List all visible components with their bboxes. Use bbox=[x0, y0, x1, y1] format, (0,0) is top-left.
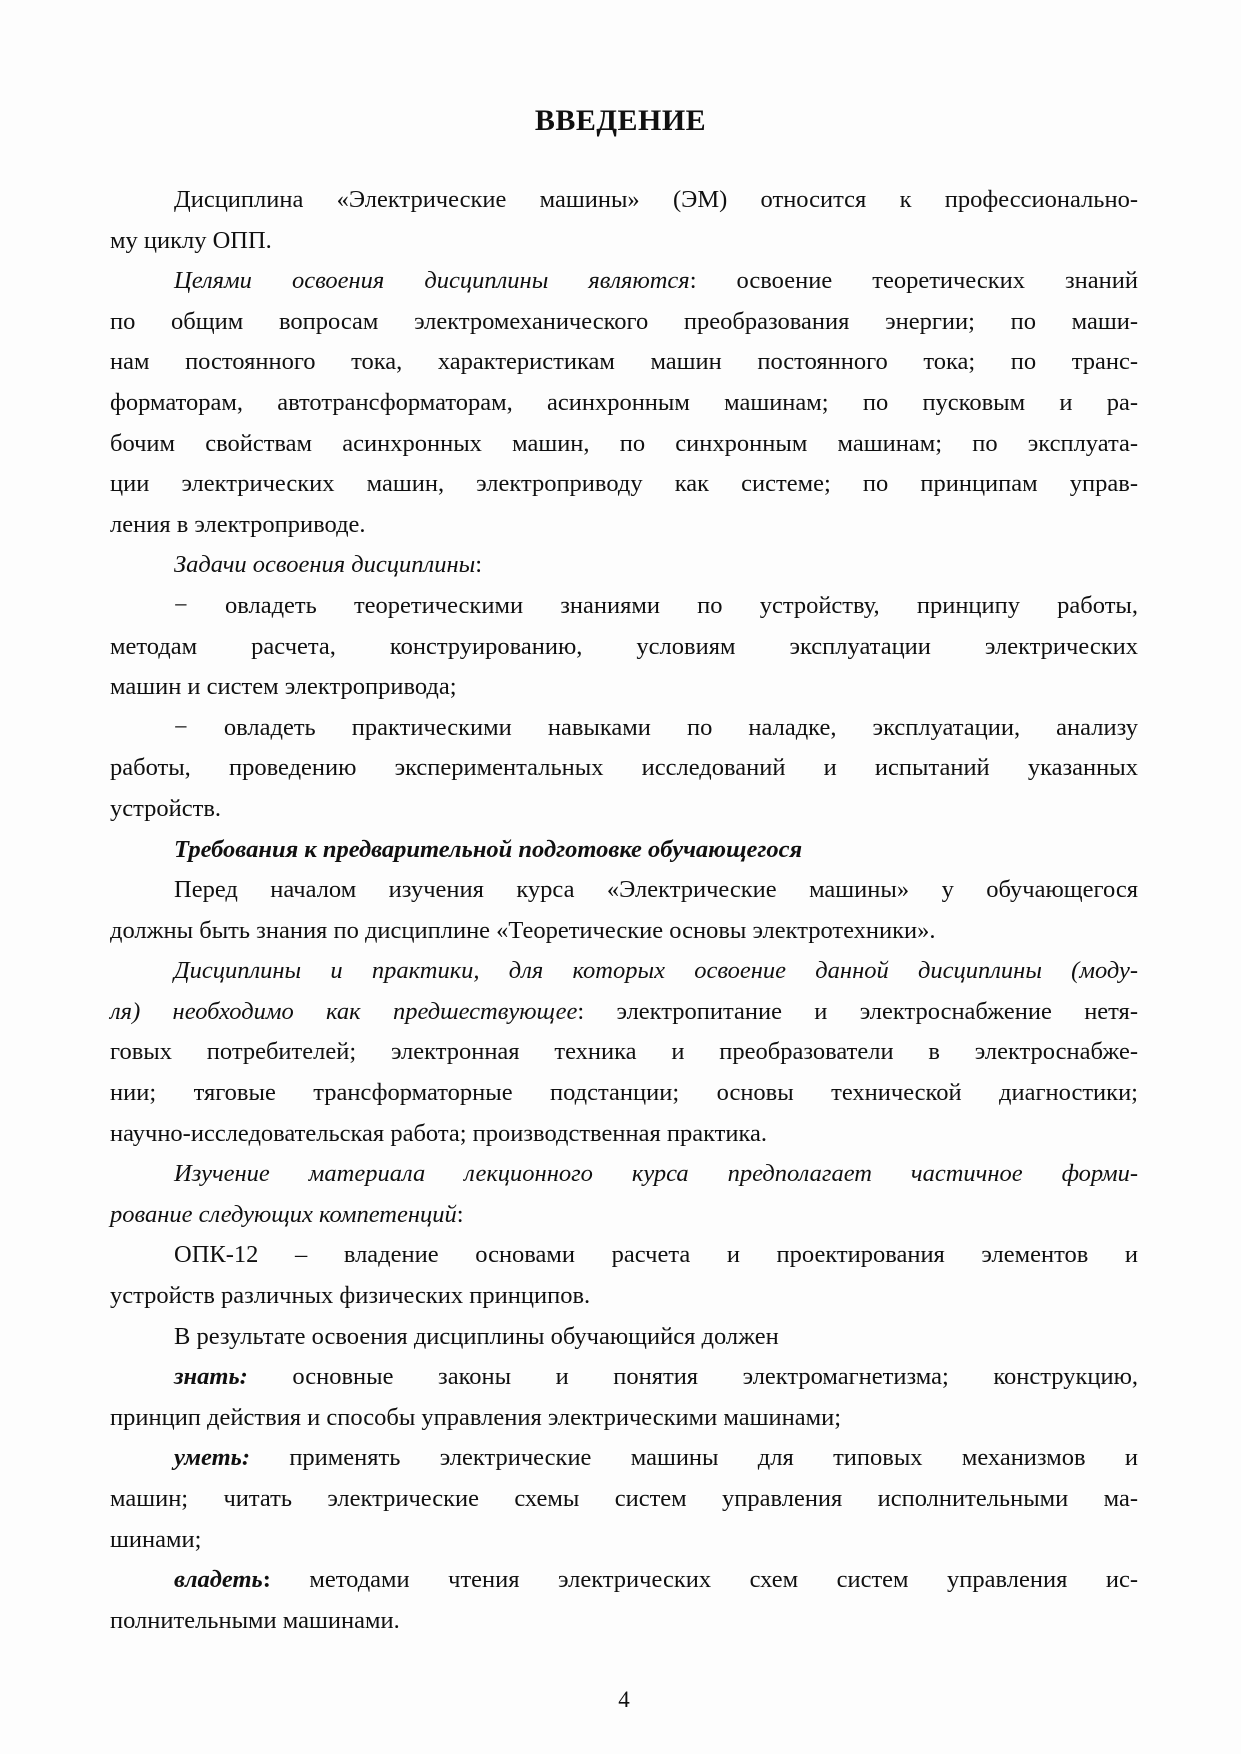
text-line bbox=[110, 1438, 1138, 1479]
text-segment: устройств различных физических принципов. bbox=[110, 1282, 591, 1310]
text-line bbox=[110, 1032, 1138, 1073]
text-line bbox=[110, 708, 1138, 749]
paragraph bbox=[110, 261, 1138, 545]
text-line bbox=[110, 911, 1138, 952]
text-segment: Изучение материала лекционного курса предполагает частичное форми- bbox=[174, 1160, 1138, 1188]
text-segment: Целями освоения дисциплины являются bbox=[174, 267, 690, 295]
paragraph bbox=[110, 708, 1138, 830]
paragraph bbox=[110, 545, 1138, 586]
text-line bbox=[110, 1195, 1138, 1236]
text-line bbox=[110, 1317, 1138, 1358]
text-segment: ля) необходимо как предшествующее bbox=[110, 997, 578, 1025]
text-segment: нии; тяговые трансформаторные подстанции; основы технической диагностики; bbox=[110, 1079, 1138, 1107]
text-segment: ции электрических машин, электроприводу как системе; по принципам управ- bbox=[110, 470, 1138, 498]
text-line bbox=[110, 424, 1138, 465]
text-line bbox=[110, 667, 1138, 708]
paragraph bbox=[110, 1357, 1138, 1438]
text-line bbox=[110, 1235, 1138, 1276]
text-segment: методам расчета, конструированию, условиям эксплуатации электрических bbox=[110, 632, 1138, 660]
text-segment: владеть bbox=[174, 1566, 263, 1594]
paragraph bbox=[110, 180, 1138, 261]
paragraph bbox=[110, 1560, 1138, 1641]
text-segment: Требования к предварительной подготовке обучающегося bbox=[174, 835, 803, 863]
text-segment: форматорам, автотрансформаторам, асинхронным машинам; по пусковым и ра- bbox=[110, 388, 1138, 416]
text-line bbox=[110, 748, 1138, 789]
paragraph bbox=[110, 1317, 1138, 1358]
text-line bbox=[110, 261, 1138, 302]
text-segment: бочим свойствам асинхронных машин, по синхронным машинам; по эксплуата- bbox=[110, 429, 1138, 457]
text-line bbox=[110, 180, 1138, 221]
text-line bbox=[110, 342, 1138, 383]
page-title: ВВЕДЕНИЕ bbox=[534, 104, 707, 137]
text-segment: машин и систем электропривода; bbox=[110, 673, 457, 701]
text-line bbox=[110, 1073, 1138, 1114]
text-line bbox=[110, 464, 1138, 505]
text-segment: ления в электроприводе. bbox=[110, 510, 366, 538]
text-line bbox=[110, 1154, 1138, 1195]
text-segment: знать: bbox=[174, 1363, 248, 1391]
text-segment: В результате освоения дисциплины обучающийся должен bbox=[174, 1322, 779, 1350]
text-segment: работы, проведению экспериментальных исследований и испытаний указанных bbox=[110, 754, 1138, 782]
text-line bbox=[110, 870, 1138, 911]
text-segment: применять электрические машины для типовых механизмов и bbox=[250, 1444, 1138, 1472]
text-segment: : bbox=[262, 1566, 271, 1594]
text-segment: уметь: bbox=[174, 1444, 251, 1472]
text-segment: : bbox=[456, 1200, 464, 1228]
text-segment: машин; читать электрические схемы систем управления исполнительными ма- bbox=[110, 1485, 1138, 1512]
text-line bbox=[110, 1276, 1138, 1317]
text-segment: полнительными машинами. bbox=[110, 1606, 400, 1634]
text-line bbox=[110, 545, 1138, 586]
text-segment: научно-исследовательская работа; производственная практика. bbox=[110, 1119, 768, 1147]
text-segment: говых потребителей; электронная техника и преобразователи в электроснабже- bbox=[110, 1038, 1138, 1066]
text-line bbox=[110, 830, 1138, 871]
text-segment: − овладеть практическими навыками по наладке, эксплуатации, анализу bbox=[174, 713, 1138, 741]
text-segment: Дисциплина «Электрические машины» (ЭМ) относится к профессионально- bbox=[174, 186, 1138, 213]
text-segment: ОПК-12 – владение основами расчета и проектирования элементов и bbox=[174, 1241, 1138, 1269]
text-segment: : электропитание и электроснабжение нетя- bbox=[577, 997, 1138, 1025]
text-line bbox=[110, 1114, 1138, 1155]
text-segment: рование следующих компетенций bbox=[110, 1200, 457, 1228]
text-line bbox=[110, 505, 1138, 546]
text-segment: по общим вопросам электромеханического преобразования энергии; по маши- bbox=[110, 307, 1138, 335]
text-segment: Перед началом изучения курса «Электрические машины» у обучающегося bbox=[174, 876, 1138, 904]
text-line bbox=[110, 302, 1138, 343]
text-segment: − овладеть теоретическими знаниями по устройству, принципу работы, bbox=[174, 591, 1138, 619]
paragraph bbox=[110, 830, 1138, 871]
text-segment: должны быть знания по дисциплине «Теоретические основы электротехники». bbox=[110, 916, 936, 944]
text-line bbox=[110, 383, 1138, 424]
text-line bbox=[110, 1398, 1138, 1439]
text-segment: Задачи освоения дисциплины bbox=[174, 551, 476, 579]
text-segment: основные законы и понятия электромагнетизма; конструкцию, bbox=[247, 1363, 1138, 1391]
text-segment: методами чтения электрических схем систем управления ис- bbox=[270, 1566, 1138, 1594]
text-segment: : освоение теоретических знаний bbox=[689, 267, 1138, 295]
text-line bbox=[110, 221, 1138, 262]
paragraph bbox=[110, 951, 1138, 1154]
document-body bbox=[110, 180, 1138, 1641]
text-line bbox=[110, 586, 1138, 627]
text-line bbox=[110, 951, 1138, 992]
text-segment: шинами; bbox=[110, 1525, 202, 1553]
paragraph bbox=[110, 1438, 1138, 1560]
text-line bbox=[110, 992, 1138, 1033]
paragraph bbox=[110, 1235, 1138, 1316]
text-segment: принцип действия и способы управления электрическими машинами; bbox=[110, 1403, 842, 1431]
text-line bbox=[110, 789, 1138, 830]
page-number: 4 bbox=[618, 1687, 630, 1712]
paragraph bbox=[110, 870, 1138, 951]
text-line bbox=[110, 627, 1138, 668]
text-line bbox=[110, 1601, 1138, 1642]
text-line bbox=[110, 1479, 1138, 1520]
text-line bbox=[110, 1357, 1138, 1398]
text-segment: : bbox=[475, 551, 483, 579]
paragraph bbox=[110, 1154, 1138, 1235]
text-segment: Дисциплины и практики, для которых освоение данной дисциплины (моду- bbox=[174, 957, 1138, 985]
paragraph bbox=[110, 586, 1138, 708]
text-segment: му циклу ОПП. bbox=[110, 226, 272, 254]
text-line bbox=[110, 1520, 1138, 1561]
text-line bbox=[110, 1560, 1138, 1601]
text-segment: нам постоянного тока, характеристикам машин постоянного тока; по транс- bbox=[110, 348, 1138, 376]
text-segment: устройств. bbox=[110, 794, 222, 822]
